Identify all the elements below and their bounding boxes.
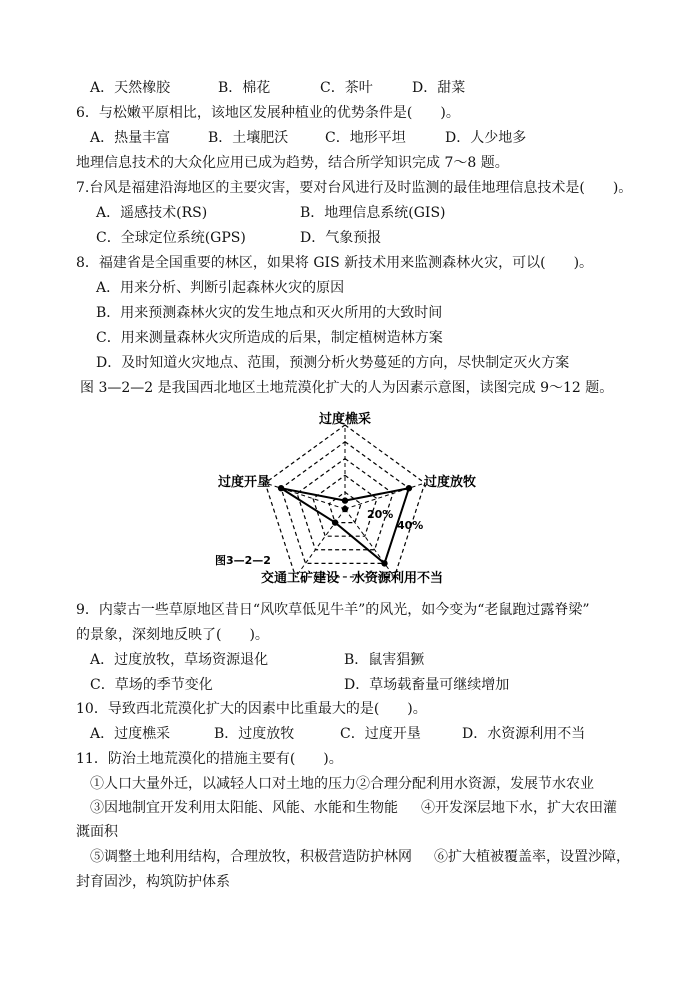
q11-item-6b: 封育固沙，构筑防护体系 bbox=[76, 874, 230, 890]
axis-label-guoduqiaocai: 过度樵采 bbox=[318, 412, 372, 427]
q8-option-d: D．及时知道火灾地点、范围，预测分析火势蔓延的方向，尽快制定灭火方案 bbox=[96, 355, 570, 371]
q10-option-c: C．过度开垦 bbox=[340, 726, 421, 742]
q7-stem: 7.台风是福建沿海地区的主要灾害，要对台风进行及时监测的最佳地理信息技术是( )。 bbox=[76, 180, 633, 196]
q5-option-b: B．棉花 bbox=[218, 80, 271, 96]
intro-7-8: 地理信息技术的大众化应用已成为趋势，结合所学知识完成 7～8 题。 bbox=[76, 155, 509, 171]
q7-option-a: A．遥感技术(RS) bbox=[96, 205, 208, 221]
q11-item-6a: ⑥扩大植被覆盖率，设置沙障， bbox=[434, 849, 630, 865]
q10-option-d: D．水资源利用不当 bbox=[462, 726, 586, 742]
ring-label-20: 20% bbox=[367, 508, 394, 521]
radar-point-4 bbox=[332, 519, 338, 525]
q11-item-2: ②合理分配利用水资源，发展节水农业 bbox=[356, 776, 594, 792]
intro-9-12: 图 3—2—2 是我国西北地区土地荒漠化扩大的人为因素示意图，读图完成 9～12 题。 bbox=[80, 380, 614, 396]
q9-stem-line1: 9．内蒙古一些草原地区昔日“风吹草低见牛羊”的风光，如今变为“老鼠跑过露脊梁” bbox=[76, 602, 590, 618]
radar-point-3 bbox=[381, 560, 387, 566]
q10-option-b: B．过度放牧 bbox=[214, 726, 295, 742]
q10-options bbox=[90, 724, 585, 744]
q9-option-d: D．草场载畜量可继续增加 bbox=[344, 677, 510, 693]
q11-item-4a: ④开发深层地下水，扩大农田灌 bbox=[421, 800, 617, 816]
q7-option-d: D．气象预报 bbox=[300, 230, 382, 246]
radar-center-point bbox=[342, 506, 348, 512]
q11-item-4b: 溉面积 bbox=[76, 824, 118, 840]
q9-option-b: B．鼠害猖獗 bbox=[344, 652, 425, 668]
q9-stem-line2: 的景象，深刻地反映了( )。 bbox=[76, 627, 269, 643]
q5-option-a: A．天然橡胶 bbox=[90, 80, 171, 96]
q6-stem: 6．与松嫩平原相比，该地区发展种植业的优势条件是( )。 bbox=[76, 105, 460, 121]
q8-option-c: C．用来测量森林火灾所造成的后果，制定植树造林方案 bbox=[96, 330, 443, 346]
radar-point-2 bbox=[406, 485, 412, 491]
q11-item-1: ①人口大量外迁，以减轻人口对土地的压力 bbox=[90, 776, 356, 792]
q11-item-3: ③因地制宜开发利用太阳能、风能、水能和生物能 bbox=[90, 800, 398, 816]
q8-stem: 8．福建省是全国重要的林区，如果将 GIS 新技术用来监测森林火灾，可以( )。 bbox=[76, 255, 594, 271]
q5-options bbox=[90, 78, 465, 98]
radar-spoke-2 bbox=[345, 483, 425, 509]
q5-option-d: D．甜菜 bbox=[412, 80, 466, 96]
axis-label-guodukaiken: 过度开垦 bbox=[217, 475, 270, 490]
q10-stem: 10．导致西北荒漠化扩大的因素中比重最大的是( )。 bbox=[76, 701, 427, 717]
radar-point-1 bbox=[342, 497, 348, 503]
q11-stem: 11．防治土地荒漠化的措施主要有( )。 bbox=[76, 751, 343, 767]
q6-option-c: C．地形平坦 bbox=[325, 130, 406, 146]
q7-option-b: B．地理信息系统(GIS) bbox=[300, 205, 446, 221]
axis-label-jiaotonggongkuang: 交通工矿建设 bbox=[260, 571, 339, 586]
ring-label-40: 40% bbox=[397, 519, 424, 532]
q6-option-d: D．人少地多 bbox=[445, 130, 527, 146]
axis-label-guodufangmu: 过度放牧 bbox=[424, 475, 477, 490]
q7-option-c: C．全球定位系统(GPS) bbox=[96, 230, 246, 246]
q10-option-a: A．过度樵采 bbox=[90, 726, 171, 742]
figure-caption: 图3—2—2 bbox=[215, 554, 271, 567]
q11-item-5: ⑤调整土地利用结构，合理放牧，积极营造防护林网 bbox=[90, 849, 412, 865]
q9-option-c: C．草场的季节变化 bbox=[90, 677, 213, 693]
q6-options bbox=[90, 128, 526, 148]
q6-option-a: A．热量丰富 bbox=[90, 130, 171, 146]
q9-option-a: A．过度放牧，草场资源退化 bbox=[90, 652, 269, 668]
q5-option-c: C．茶叶 bbox=[320, 80, 373, 96]
axis-label-shuiziyuan: 水资源利用不当 bbox=[352, 571, 444, 586]
radar-point-5 bbox=[278, 485, 284, 491]
q8-option-b: B．用来预测森林火灾的发生地点和灭火所用的大致时间 bbox=[96, 305, 443, 321]
q6-option-b: B．土壤肥沃 bbox=[208, 130, 289, 146]
q8-option-a: A．用来分析、判断引起森林火灾的原因 bbox=[96, 280, 345, 296]
radar-figure bbox=[0, 400, 696, 600]
